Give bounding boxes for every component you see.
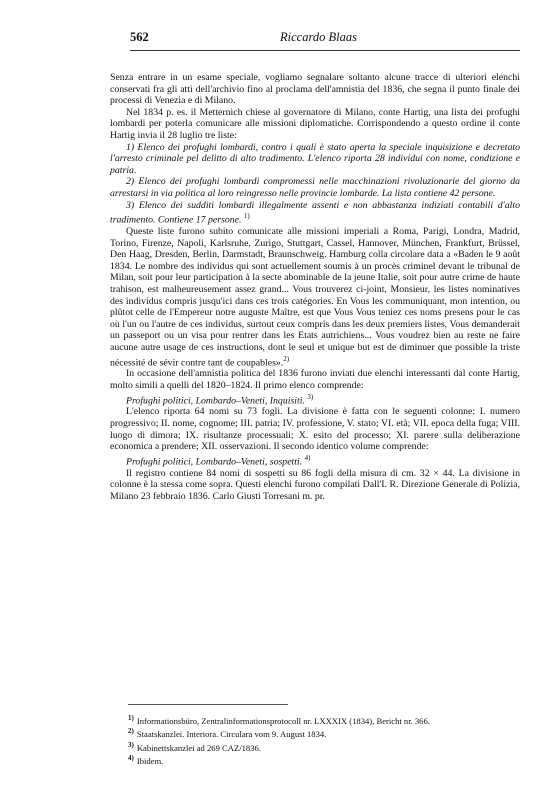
paragraph-1834: Nel 1834 p. es. il Metternich chiese al governatore di Milano, conte Hartig, una lista dei profughi lombardi per poterla comunicare alle missioni diplomatiche. Corrispondendo a questo ordine il conte Hartig invia il 28 luglio tre liste: bbox=[110, 106, 520, 141]
paragraph-amnesty: In occasione dell'amnistia politica del 1836 furono inviati due elenchi interessanti dal conte Hartig, molto simili a quelli del 1820–1824. Il primo elenco comprende: bbox=[110, 368, 520, 391]
paragraph-missions bbox=[110, 226, 520, 368]
list-item-3 bbox=[110, 200, 520, 226]
paragraph-columns: L'elenco riporta 64 nomi su 73 fogli. La divisione è fatta con le seguenti colonne: I. numero progressivo; II. nome, cognome; III. patria; IV. professione, V. stato; VI. età; VII. epoca della fuga; VIII. luogo di dimora; IX. risultanze processuali; X. esito del processo; XI. parere sulla deliberazione economica a prendere; XII. osservazioni. Il secondo identico volume comprende: bbox=[110, 406, 520, 453]
paragraph-missions-text: Queste liste furono subito comunicate alle missioni imperiali a Roma, Parigi, Londra, Madrid, Torino, Firenze, Napoli, Karlsruhe, Zurigo, Stuttgart, Cassel, Hannover, München, Frankfurt, Brüssel, Den Haag, Dresden, Berlin, Darmstadt, Braunschweig. Hamburg colla circolare data a «Baden le 9 août 1834. Le nombre des individus qui sont actuellement soumis à un procès criminel devant le tribunal de Milan, soit pour leur participation à la secte abominable de la jeune Italie, soit pour autre crime de haute trahison, est malheureusement assez grand... Vous trouverez ci-joint, Monsieur, les listes nominatives des individus compris jusqu'ici dans ces trois catégories. En Vous les communiquant, mon intention, ou plûtot celle de l'Empereur notre auguste Maître, est que Vous Vous teniez ces noms presens pour le cas où l'un ou l'autre de ces individus, surtout ceux compris dans les deux premiers listes, Vous demanderait un passeport ou un visa pour rentrer dans les Etats autrichiens... Vous voudrez bien au reste ne faire aucune autre usage de ces instructions, dont le seul et unique but est de diminuer que possible la triste nécessité de sévir contre tant de coupables». bbox=[110, 225, 520, 368]
footnote-rule bbox=[128, 704, 288, 705]
paragraph-register: Il registro contiene 84 nomi di sospetti su 86 fogli della misura di cm. 32 × 44. La divisione in colonne è la stessa come sopra. Questi elenchi furono compilati Dall'I. R. Direzione Generale di Polizia, Milano 23 febbraio 1836. Carlo Giusti Torresani m. pr. bbox=[110, 467, 520, 502]
register-title-1 bbox=[110, 392, 520, 407]
footnote-ref-4: 4) bbox=[304, 453, 311, 462]
footnote-3 bbox=[128, 740, 528, 753]
footnote-ref-1: 1) bbox=[243, 212, 250, 221]
register-title-1-text: Profughi politici, Lombardo–Veneti, Inquisiti. bbox=[126, 394, 305, 406]
page-number: 562 bbox=[130, 30, 149, 44]
footnote-mark: 2) bbox=[128, 727, 134, 736]
footnotes bbox=[128, 713, 528, 767]
register-title-2-text: Profughi politici, Lombardo–Veneti, sospetti. bbox=[126, 456, 303, 468]
footnote-2 bbox=[128, 726, 528, 739]
list-item-3-text: 3) Elenco dei sudditi lombardi illegalmente assenti e non abbastanza indiziati contabili d'alto tradimento. Contiene 17 persone. bbox=[110, 199, 520, 226]
body-text bbox=[110, 72, 520, 502]
footnote-mark: 4) bbox=[128, 754, 134, 763]
footnote-mark: 1) bbox=[128, 714, 134, 722]
footnote-ref-3: 3) bbox=[307, 392, 314, 401]
footnote-text: Kabinettskanzlei ad 269 CAZ/1836. bbox=[136, 742, 261, 753]
footnote-text: Staatskanzlei. Interiora. Circulara vom 9. August 1834. bbox=[136, 729, 327, 740]
register-title-2 bbox=[110, 453, 520, 468]
footnote-1 bbox=[128, 713, 528, 726]
list-item-1: 1) Elenco dei profughi lombardi, contro i quali è stato aperta la speciale inquisizione e decretato l'arresto criminale pel delitto di alto tradimento. L'elenco riporta 28 individui con nome, condizione e patria. bbox=[110, 141, 520, 176]
footnote-text: Ibidem. bbox=[136, 756, 164, 767]
running-author: Riccardo Blaas bbox=[280, 30, 357, 44]
list-item-2: 2) Elenco dei profughi lombardi compromessi nelle macchinazioni rivoluzionarie del giorno da arrestarsi in via politica al loro reingresso nelle provincie lombarde. La lista contiene 42 persone. bbox=[110, 176, 520, 199]
running-header bbox=[130, 30, 530, 50]
footnote-text: Informationsbüro, Zentralinformationsprotocoll nr. LXXXIX (1834), Bericht nr. 366. bbox=[136, 715, 430, 726]
paragraph-intro: Senza entrare in un esame speciale, vogliamo segnalare soltanto alcune tracce di ulteriori elenchi conservati fra gli atti dell'archivio fino al proclama dell'amnistia del 1836, che segna il punto finale dei processi di Venezia e di Milano. bbox=[110, 72, 520, 107]
footnote-ref-2: 2) bbox=[283, 354, 290, 363]
footnote-mark: 3) bbox=[128, 740, 134, 749]
header-rule bbox=[130, 50, 520, 51]
footnote-4 bbox=[128, 753, 528, 766]
